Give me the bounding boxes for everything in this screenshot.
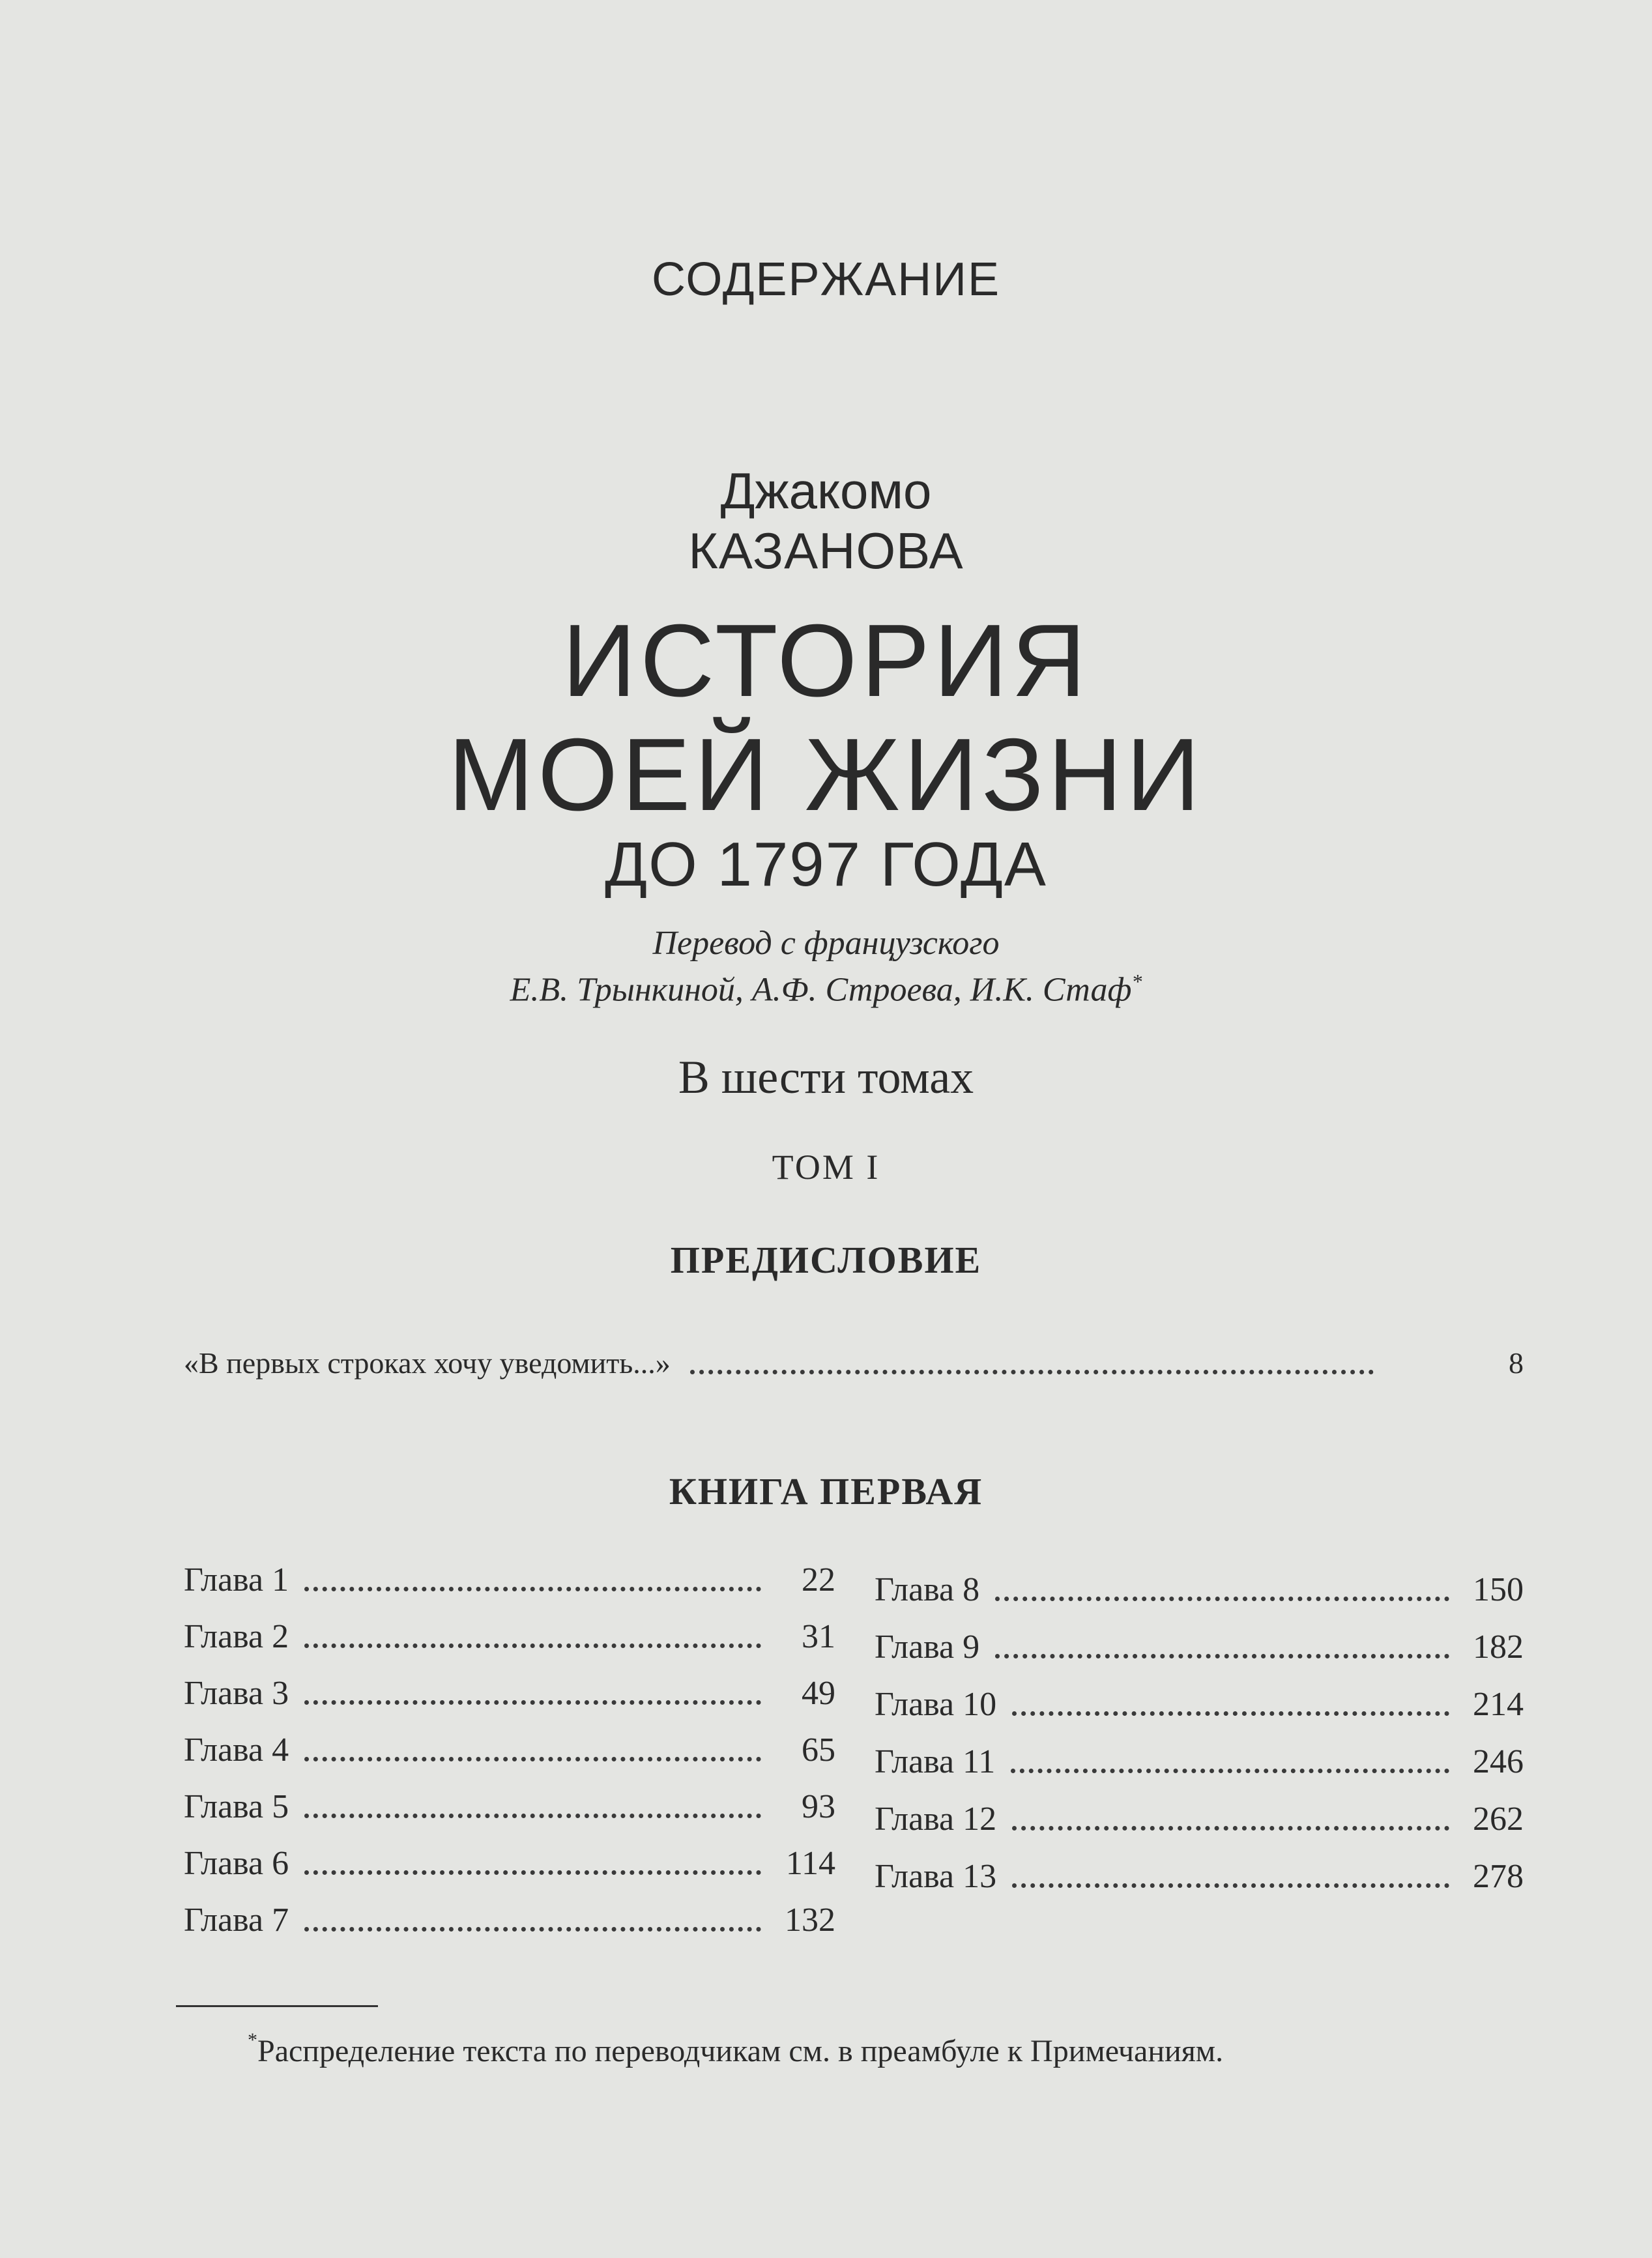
leader-dots	[1012, 1711, 1449, 1716]
toc-entry-page: 182	[1473, 1628, 1524, 1666]
toc-entry-label: Глава 4	[184, 1731, 289, 1769]
toc-entry-chapter-10[interactable]	[875, 1685, 1524, 1724]
preface-heading: ПРЕДИСЛОВИЕ	[670, 1239, 982, 1281]
toc-entry-chapter-4[interactable]	[184, 1731, 835, 1769]
leader-dots	[304, 1587, 761, 1591]
footnote-divider	[176, 2005, 378, 2007]
toc-entry-chapter-13[interactable]	[875, 1857, 1524, 1896]
toc-entry-chapter-11[interactable]	[875, 1743, 1524, 1781]
translation-line-2	[0, 970, 1652, 1009]
toc-entry-page: 262	[1473, 1801, 1524, 1838]
toc-entry-page: 278	[1473, 1858, 1524, 1895]
toc-entry-label: Глава 7	[184, 1902, 289, 1939]
toc-entry-label: Глава 1	[184, 1561, 289, 1599]
leader-dots	[1012, 1883, 1449, 1888]
leader-dots	[995, 1597, 1449, 1601]
book-heading: КНИГА ПЕРВАЯ	[669, 1470, 983, 1513]
toc-entry-page: 114	[785, 1845, 835, 1882]
translation-line-1: Перевод с французского	[652, 925, 1000, 962]
volumes-count: В шести томах	[678, 1051, 974, 1103]
toc-entry-page: 150	[1473, 1571, 1524, 1608]
footnote	[248, 2029, 1224, 2069]
toc-entry-chapter-6[interactable]	[184, 1844, 835, 1883]
subtitle: ДО 1797 ГОДА	[605, 830, 1047, 899]
leader-dots	[304, 1757, 761, 1761]
leader-dots	[1012, 1826, 1449, 1831]
toc-entry-label: Глава 2	[184, 1618, 289, 1655]
toc-entry-page: 132	[785, 1902, 835, 1939]
toc-entry-label: Глава 13	[875, 1858, 997, 1895]
leader-dots	[690, 1370, 1374, 1374]
leader-dots	[304, 1643, 761, 1648]
leader-dots	[1011, 1769, 1449, 1773]
toc-entry-label: «В первых строках хочу уведомить...»	[184, 1346, 671, 1380]
toc-entry-page: 93	[802, 1788, 835, 1825]
leader-dots	[304, 1700, 761, 1705]
volume-label: ТОМ I	[772, 1148, 880, 1187]
toc-entry-preface[interactable]	[184, 1346, 1524, 1380]
leader-dots	[304, 1814, 761, 1818]
toc-entry-chapter-5[interactable]	[184, 1788, 835, 1826]
author-first-name: Джакомо	[720, 462, 932, 519]
toc-entry-chapter-1[interactable]	[184, 1561, 835, 1599]
toc-entry-label: Глава 12	[875, 1801, 997, 1838]
toc-entry-label: Глава 9	[875, 1628, 980, 1666]
toc-entry-page: 8	[1509, 1346, 1524, 1380]
toc-entry-chapter-9[interactable]	[875, 1628, 1524, 1666]
title-line-2: МОЕЙ ЖИЗНИ	[448, 717, 1204, 832]
toc-entry-label: Глава 6	[184, 1845, 289, 1882]
leader-dots	[995, 1654, 1449, 1658]
toc-entry-label: Глава 5	[184, 1788, 289, 1825]
leader-dots	[304, 1870, 761, 1875]
footnote-text: Распределение текста по переводчикам см. в преамбуле к Примечаниям.	[257, 2034, 1224, 2068]
toc-entry-chapter-7[interactable]	[184, 1901, 835, 1939]
contents-heading: СОДЕРЖАНИЕ	[651, 253, 1001, 306]
footnote-marker: *	[1131, 970, 1142, 993]
toc-entry-page: 31	[802, 1618, 835, 1655]
toc-entry-chapter-12[interactable]	[875, 1800, 1524, 1838]
toc-entry-page: 65	[802, 1731, 835, 1769]
leader-dots	[304, 1927, 761, 1932]
footnote-marker: *	[248, 2029, 257, 2051]
translators: Е.В. Трынкиной, А.Ф. Строева, И.К. Стаф	[510, 971, 1132, 1009]
toc-entry-chapter-2[interactable]	[184, 1617, 835, 1656]
toc-entry-page: 214	[1473, 1686, 1524, 1723]
toc-entry-page: 49	[802, 1675, 835, 1712]
toc-entry-page: 246	[1473, 1743, 1524, 1780]
toc-entry-label: Глава 8	[875, 1571, 980, 1608]
toc-entry-label: Глава 10	[875, 1686, 997, 1723]
author-last-name: КАЗАНОВА	[688, 522, 964, 579]
toc-entry-page: 22	[802, 1561, 835, 1599]
toc-entry-label: Глава 11	[875, 1743, 996, 1780]
toc-entry-chapter-8[interactable]	[875, 1570, 1524, 1609]
toc-entry-label: Глава 3	[184, 1675, 289, 1712]
toc-entry-chapter-3[interactable]	[184, 1674, 835, 1713]
title-line-1: ИСТОРИЯ	[562, 603, 1090, 718]
